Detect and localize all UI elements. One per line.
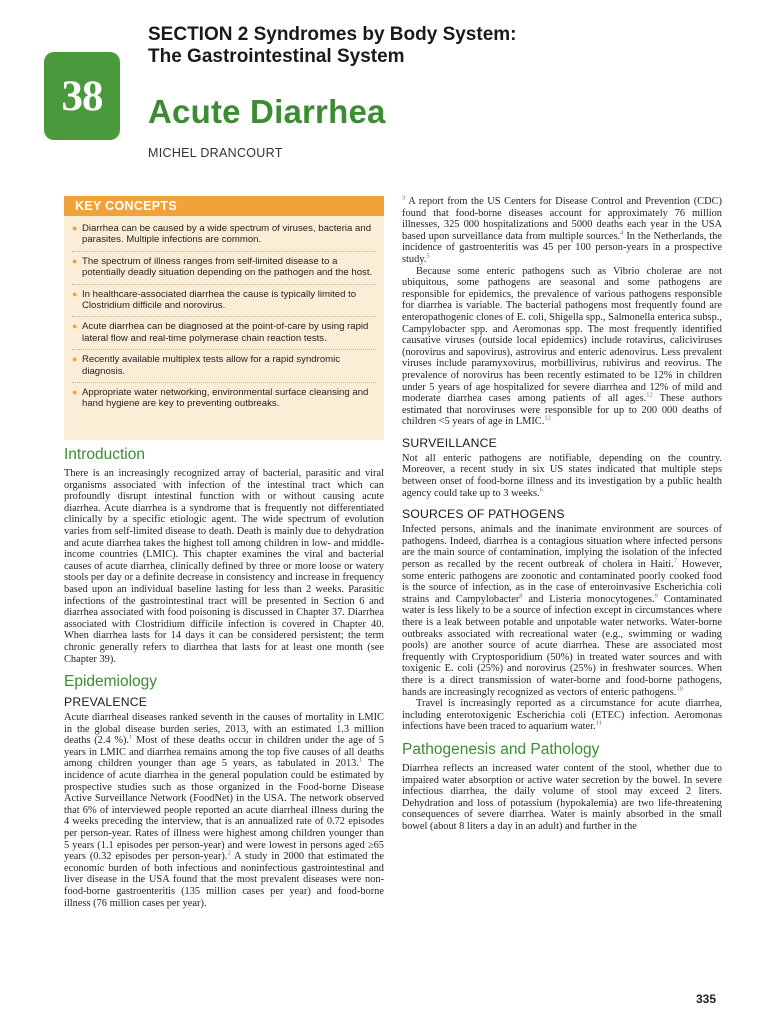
right-column — [402, 196, 722, 833]
introduction-heading: Introduction — [64, 446, 145, 463]
page-number: 335 — [696, 992, 717, 1006]
prevalence-paragraph: Acute diarrheal diseases ranked seventh in the causes of mortality in LMIC in the global disease burden series, 2013, with an estimated 1.3 million deaths (2.4 %).$^1$ Most of these deaths occur in children under the age of 5 years in LMIC and diarrhea remains among the top five causes of all deaths among children younger than age 5 years, as tabulated in 2013.$^1$ The incidence of acute diarrhea in the general population could be estimated by prospective studies such as those organized in the Food-borne Disease Active Surveillance Network (FoodNet) in the USA. The network observed that 6% of interviewed people reported an acute diarrheal illness during the 4 weeks preceding the interview, that is an annualized rate of 0.72 episodes per person-year. Rates of illness were highest among children younger than 5 years (1.1 episodes per person-year) and were lowest in persons aged ≥65 years (0.32 episodes per person-year).$^2$ A study in 2000 that estimated the economic burden of both infectious and noninfectious gastrointestinal and liver disease in the USA found that the most prevalent diseases were non-food-borne gastroenteritis (135 million cases per year) and food-borne illness (76 million cases per year). — [64, 712, 385, 909]
section-title — [148, 24, 708, 68]
key-concepts-title: KEY CONCEPTS — [64, 196, 384, 216]
travel-paragraph: Travel is increasingly reported as a circumstance for acute diarrhea, including enterotoxigenic Escherichia coli (ETEC) infection. Aeromonas infections have been traced to aquarium water.$^{11}$ — [402, 698, 722, 733]
reference-marker[interactable]: 9 — [654, 592, 658, 600]
key-concept-item: ● Recently available multiplex tests allow for a rapid syndromic diagnosis. — [72, 350, 376, 383]
key-concept-item: ● Appropriate water networking, environmental surface cleansing and hand hygiene are key to preventing outbreaks. — [72, 387, 369, 410]
reference-marker[interactable]: 11 — [595, 719, 602, 727]
chapter-number-badge: 38 — [44, 52, 120, 140]
reference-marker[interactable]: 6 — [539, 486, 543, 494]
bullet-icon: ● — [72, 223, 78, 233]
introduction-paragraph: There is an increasingly recognized array of bacterial, parasitic and viral organisms associated with infection of the intestinal tract which can profoundly disrupt intestinal function with or without causing acute diarrhea. Acute diarrhea is a syndrome that is frequently not differentiated clinically by a specific etiologic agent. The wide spectrum of evolution varies from self-limited disease to death. Death is mainly due to dehydration and acute diarrhea takes the highest toll among children in low- and middle-income countries (LMIC). This chapter examines the viral and bacterial causes of acute diarrhea, clinically defined by three or more loose or watery stools per day or a definite decrease in consistency and increase in frequency based upon an individual baseline lasting for less than 2 weeks. Parasitic infections of the gastrointestinal tract will be presented in Section 6 and diarrhea associated with food poisoning is discussed in Chapter 37. Diarrhea associated with Clostridium difficile infection is covered in Chapter 40. When diarrhea lasts for 14 days it can be considered persistent; the term chronic generally refers to diarrhea that lasts for at least one month (see Chapter 39). — [64, 468, 384, 665]
key-concepts-box — [64, 196, 384, 440]
sources-paragraph: Infected persons, animals and the inanimate environment are sources of pathogens. Indeed, diarrhea is a contagious situation where infected persons are the main source of contamination, implying the isolation of the infected person as recalled by the recent outbreak of cholera in Haiti.$^7$ However, some enteric pathogens are zoonotic and contaminated poorly cooked food is the source of infection, as in the case of enteroinvasive Escherichia coli strains and Campylobacter$^8$ and Listeria monocytogenes.$^9$ Contaminated water is less likely to be a source of infection except in circumstances where there is a leak between potable and unpotable water networks. Water-borne outbreaks associated with recreational water (e.g., swimming or wading pools) are another source of acute diarrhea. These are associated most frequently with Cryptosporidium (50%) in treated water sources and with toxigenic E. coli (25%) and norovirus (25%) in freshwater sources. When there is a direct transmission of water-borne and food-borne pathogens, hands are increasingly recognized as vectors of enteric pathogens.$^{10}$ — [402, 524, 723, 698]
reference-marker[interactable]: 10 — [676, 685, 683, 693]
pathogen-prevalence-paragraph: Because some enteric pathogens such as Vibrio cholerae are not ubiquitous, some pathogens are seasonal and some pathogens are responsible for epidemics, the prevalence of various pathogens responsible for diarrhea is variable. The bacterial pathogens most frequently found are enteropathogenic clones of E. coli, Shigella spp., Salmonella enterica subsp., Campylobacter spp. and Aeromonas spp. The most frequently identified causative viruses (outside local epidemics) include rotavirus, caliciviruses (norovirus and sapovirus), astrovirus and enteric adenovirus. Less prevalent viruses include paramyxovirus, morbillivirus, rubivirus and reovirus. The prevalence of norovirus has been recently estimated to be 12% in children under 5 years of age hospitalized for severe diarrhea and 12% of mild and moderate diarrhea cases among patients of all ages.$^{12}$ These authors estimated that noroviruses were responsible for up to 200 000 deaths of children <5 years of age in LMIC.$^{12}$ — [402, 265, 723, 428]
reference-marker[interactable]: 1 — [129, 733, 133, 741]
reference-marker[interactable]: 12 — [544, 414, 551, 422]
reference-marker[interactable]: 4 — [620, 229, 624, 237]
bullet-icon: ● — [72, 255, 78, 266]
prevalence-subheading: PREVALENCE — [64, 695, 148, 710]
reference-marker[interactable]: 5 — [426, 252, 430, 260]
surveillance-subheading: SURVEILLANCE — [402, 435, 497, 450]
key-concept-item: ● Diarrhea can be caused by a wide spectrum of viruses, bacteria and parasites. Multiple infections are common. — [72, 219, 376, 252]
bullet-icon: ● — [72, 288, 78, 299]
sources-subheading: SOURCES OF PATHOGENS — [402, 507, 565, 522]
bullet-icon: ● — [72, 354, 78, 365]
key-concept-item: ● Acute diarrhea can be diagnosed at the point-of-care by using rapid lateral flow and real-time polymerase chain reaction tests. — [72, 317, 376, 350]
surveillance-paragraph: Not all enteric pathogens are notifiable, depending on the country. Moreover, a recent study in six US states indicated that multiple steps between onset of food-borne illness and its investigation by a public health agency could take up to 3 weeks.$^6$ — [402, 452, 722, 499]
chapter-title: Acute Diarrhea — [148, 93, 386, 130]
reference-marker[interactable]: 7 — [673, 557, 678, 565]
left-column — [64, 444, 384, 909]
reference-marker[interactable]: 2 — [227, 849, 231, 857]
bullet-icon: ● — [72, 387, 78, 398]
reference-marker[interactable]: 3 — [402, 194, 406, 202]
bullet-icon: ● — [72, 321, 78, 332]
pathogenesis-paragraph: Diarrhea reflects an increased water content of the stool, whether due to impaired water absorption or active water secretion by the bowel. In severe infectious diarrhea, the daily volume of stool may exceed 2 liters. Dehydration and loss of potassium (hypokalemia) are two life-threatening consequences of severe diarrhea. Water is mainly absorbed in the small bowel (about 8 liters a day in an adult) and further in the — [402, 762, 722, 832]
prevalence-paragraph-continued: $^3$ A report from the US Centers for Disease Control and Prevention (CDC) found that food-borne diseases account for approximately 76 million illnesses, 325 000 hospitalizations and 5000 deaths each year in the USA based upon surveillance data from multiple sources.$^4$ In the Netherlands, the incidence of gastroenteritis was 45 per 100 person-years in a prospective study.$^5$ — [402, 194, 722, 265]
reference-marker[interactable]: 8 — [519, 592, 523, 600]
key-concepts-list — [64, 216, 384, 415]
epidemiology-heading: Epidemiology — [64, 673, 158, 691]
reference-marker[interactable]: 1 — [358, 757, 363, 764]
reference-marker[interactable]: 12 — [646, 391, 653, 399]
section-title-line1: SECTION 2 Syndromes by Body System: — [148, 24, 517, 45]
key-concept-item: ● In healthcare-associated diarrhea the cause is typically limited to Clostridium difficile and norovirus. — [72, 285, 376, 318]
key-concept-item: ● The spectrum of illness ranges from self-limited disease to a potentially deadly situation depending on the pathogen and the host. — [72, 252, 376, 285]
section-title-line2: The Gastrointestinal System — [148, 46, 405, 67]
pathogenesis-heading: Pathogenesis and Pathology — [402, 740, 600, 758]
author-name: MICHEL DRANCOURT — [148, 146, 283, 160]
